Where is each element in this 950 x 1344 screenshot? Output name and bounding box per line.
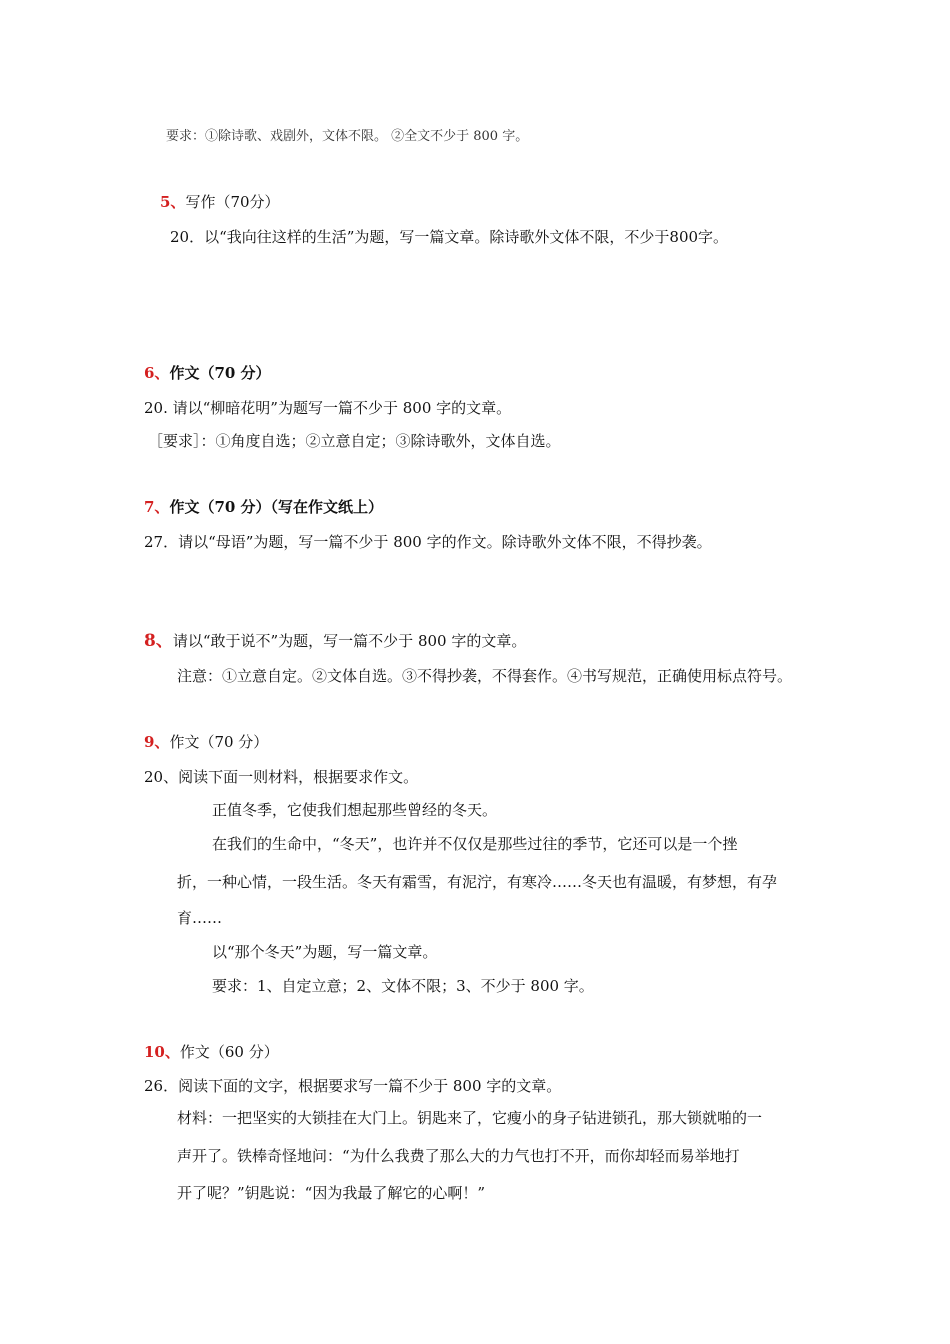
s9-paragraph-2-line-3: 育…… xyxy=(177,909,223,927)
s8-prompt: 请以“敢于说不”为题，写一篇不少于 800 字的文章。 xyxy=(172,632,527,650)
s9-requirement: 要求：1、自定立意；2、文体不限；3、不少于 800 字。 xyxy=(212,977,594,995)
s9-task: 以“那个冬天”为题，写一篇文章。 xyxy=(212,943,438,961)
s8-heading xyxy=(144,631,526,651)
s10-material-line-2: 声开了。铁棒奇怪地问：“为什么我费了那么大的力气也打不开，而你却轻而易举地打 xyxy=(177,1147,740,1165)
s6-number: 6、 xyxy=(144,364,170,382)
s10-number: 10、 xyxy=(144,1043,180,1061)
s6-title: 作文（70 分） xyxy=(169,364,271,382)
s7-number: 7、 xyxy=(144,498,170,516)
s7-heading xyxy=(144,497,383,517)
s10-material-line-3: 开了呢？”钥匙说：“因为我最了解它的心啊！” xyxy=(177,1184,486,1202)
s5-prompt: 20．以“我向往这样的生活”为题，写一篇文章。除诗歌外文体不限，不少于800字。 xyxy=(170,228,729,246)
s8-note: 注意：①立意自定。②文体自选。③不得抄袭，不得套作。④书写规范，正确使用标点符号。 xyxy=(177,667,793,685)
s10-title: 作文（60 分） xyxy=(179,1043,279,1061)
s5-number: 5、 xyxy=(160,193,186,211)
s6-requirement: ［要求］：①角度自选；②立意自定；③除诗歌外，文体自选。 xyxy=(148,432,561,450)
s9-title: 作文（70 分） xyxy=(169,733,269,751)
s10-prompt: 26．阅读下面的文字，根据要求写一篇不少于 800 字的文章。 xyxy=(144,1077,562,1095)
s4-requirement: 要求：①除诗歌、戏剧外，文体不限。 ②全文不少于 800 字。 xyxy=(166,129,529,144)
s5-title: 写作（70分） xyxy=(185,193,280,211)
s9-prompt: 20、阅读下面一则材料，根据要求作文。 xyxy=(144,768,419,786)
s7-title: 作文（70 分）（写在作文纸上） xyxy=(169,498,384,516)
s9-paragraph-2-line-2: 折，一种心情，一段生活。冬天有霜雪，有泥泞，有寒冷……冬天也有温暖，有梦想，有孕 xyxy=(177,873,778,891)
s8-number: 8、 xyxy=(144,631,173,651)
s7-prompt: 27．请以“母语”为题，写一篇不少于 800 字的作文。除诗歌外文体不限，不得抄袭。 xyxy=(144,533,712,551)
s10-heading xyxy=(144,1042,279,1062)
s9-heading xyxy=(144,732,268,752)
s5-heading xyxy=(160,192,280,212)
s9-number: 9、 xyxy=(144,733,170,751)
s9-paragraph-2-line-1: 在我们的生命中，“冬天”，也许并不仅仅是那些过往的季节，它还可以是一个挫 xyxy=(212,835,738,853)
s6-prompt: 20. 请以“柳暗花明”为题写一篇不少于 800 字的文章。 xyxy=(144,399,512,417)
s9-paragraph-1: 正值冬季，它使我们想起那些曾经的冬天。 xyxy=(212,801,498,819)
s6-heading xyxy=(144,363,271,383)
s10-material-line-1: 材料：一把坚实的大锁挂在大门上。钥匙来了，它瘦小的身子钻进锁孔，那大锁就啪的一 xyxy=(177,1109,763,1127)
